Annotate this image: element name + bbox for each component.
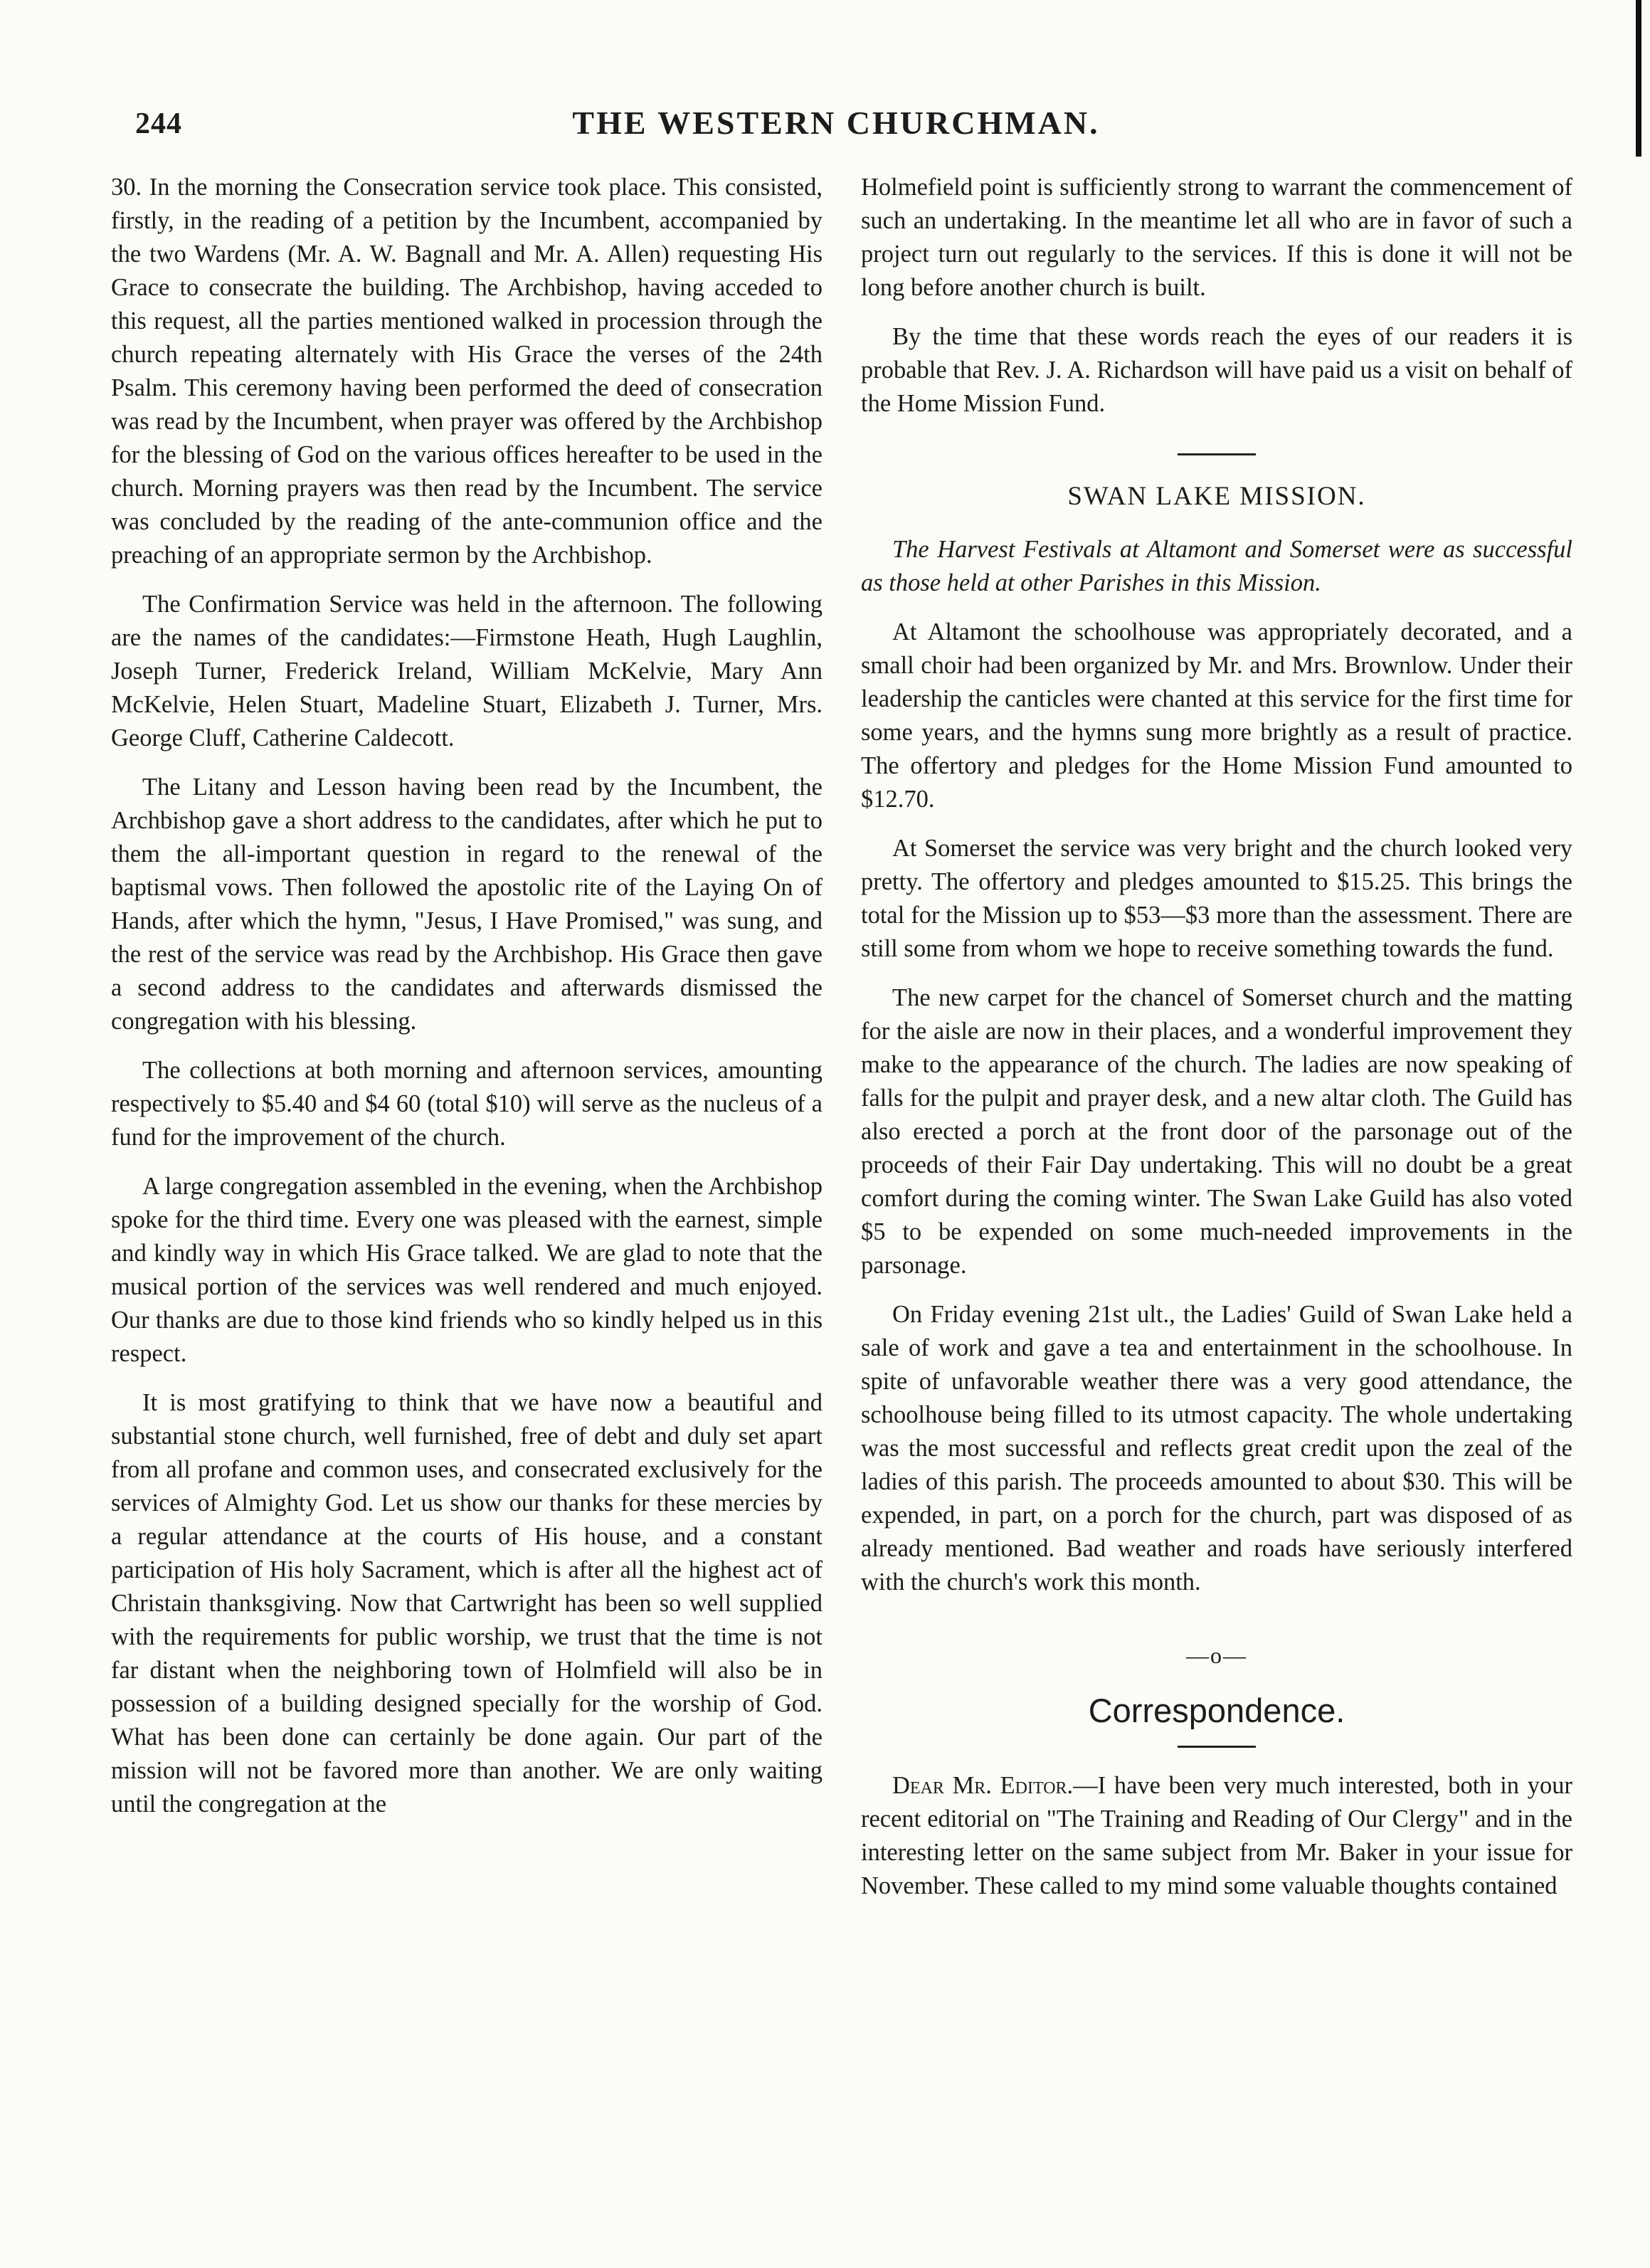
paragraph: At Altamont the schoolhouse was appropriately decorated, and a small choir had been organized by Mr. and Mrs. Brownlow. Under their leadership the canticles were chanted at this service for the first time for some years, and the hymns sung more brightly as a result of practice. The offertory and pledges for the Home Mission Fund amounted to $12.70. <box>861 618 1572 813</box>
correspondence-heading: Correspondence. <box>1088 1692 1345 1729</box>
paragraph: The Harvest Festivals at Altamont and Somerset were as successful as those held at other Parishes in this Mission. <box>861 536 1572 596</box>
paragraph: Holmefield point is sufficiently strong to warrant the commencement of such an undertaking. In the meantime let all who are in favor of such a project turn out regularly to the services. If this is done it will not be long before another church is built. <box>861 174 1572 301</box>
paragraph: On Friday evening 21st ult., the Ladies' Guild of Swan Lake held a sale of work and gave a tea and entertainment in the schoolhouse. In spite of unfavorable weather there was a very good attendance, the schoolhouse being filled to its utmost capacity. The whole undertaking was the most successful and reflects great credit upon the zeal of the ladies of this parish. The proceeds amounted to about $30. This will be expended, in part, on a porch for the church, part was disposed of as already mentioned. Bad weather and roads have seriously interfered with the church's work this month. <box>861 1301 1572 1595</box>
page-number: 244 <box>135 107 182 140</box>
page-header <box>135 77 1537 141</box>
running-title: THE WESTERN CHURCHMAN. <box>572 105 1100 141</box>
letter-paragraph <box>861 1769 1572 1903</box>
page-edge-mark <box>1636 0 1641 157</box>
right-column <box>861 171 1572 1919</box>
paragraph: By the time that these words reach the eyes of our readers it is probable that Rev. J. A. Richardson will have paid us a visit on behalf of the Home Mission Fund. <box>861 323 1572 417</box>
paragraph: A large congregation assembled in the evening, when the Archbishop spoke for the third time. Every one was pleased with the earnest, simple and kindly way in which His Grace talked. We are glad to note that the musical portion of the services was well rendered and much enjoyed. Our thanks are due to those kind friends who so kindly helped us in this respect. <box>111 1173 823 1367</box>
paragraph: The Confirmation Service was held in the afternoon. The following are the names of the candidates:—Firmstone Heath, Hugh Laughlin, Joseph Turner, Frederick Ireland, William McKelvie, Mary Ann McKelvie, Helen Stuart, Madeline Stuart, Elizabeth J. Turner, Mrs. George Cluff, Catherine Caldecott. <box>111 591 823 751</box>
paragraph: The new carpet for the chancel of Somerset church and the matting for the aisle are now in their places, and a wonderful improvement they make to the appearance of the church. The ladies are now speaking of falls for the pulpit and prayer desk, and a new altar cloth. The Guild has also erected a porch at the front door of the parsonage out of the proceeds of their Fair Day undertaking. This will no doubt be a great comfort during the coming winter. The Swan Lake Guild has also voted $5 to be expended on some much-needed improvements in the parsonage. <box>861 984 1572 1279</box>
section-divider <box>1178 1746 1256 1748</box>
letter-salutation: Dear Mr. Editor. <box>892 1772 1074 1799</box>
paragraph: 30. In the morning the Consecration service took place. This consisted, firstly, in the reading of a petition by the Incumbent, accompanied by the two Wardens (Mr. A. W. Bagnall and Mr. A. Allen) requesting His Grace to consecrate the building. The Archbishop, having acceded to this request, all the parties mentioned walked in procession through the church repeating alternately with His Grace the verses of the 24th Psalm. This ceremony having been performed the deed of consecration was read by the Incumbent, when prayer was offered by the Archbishop for the blessing of God on the various offices hereafter to be used in the church. Morning prayers was then read by the Incumbent. The service was concluded by the reading of the ante-communion office and the preaching of an appropriate sermon by the Archbishop. <box>111 174 823 569</box>
left-column <box>111 171 823 1837</box>
paragraph: The collections at both morning and afternoon services, amounting respectively to $5.40 and $4 60 (total $10) will serve as the nucleus of a fund for the improvement of the church. <box>111 1057 823 1151</box>
ornament-divider: —o— <box>1186 1642 1247 1668</box>
paragraph: At Somerset the service was very bright and the church looked very pretty. The offertory and pledges amounted to $15.25. This brings the total for the Mission up to $53—$3 more than the assessment. There are still some from whom we hope to receive something towards the fund. <box>861 835 1572 962</box>
paragraph: The Litany and Lesson having been read by the Incumbent, the Archbishop gave a short address to the candidates, after which he put to them the all-important question in regard to the renewal of the baptismal vows. Then followed the apostolic rite of the Laying On of Hands, after which the hymn, "Jesus, I Have Promised," was sung, and the rest of the service was read by the Archbishop. His Grace then gave a second address to the candidates and afterwards dismissed the congregation with his blessing. <box>111 774 823 1035</box>
section-heading: SWAN LAKE MISSION. <box>1067 482 1366 511</box>
paragraph: It is most gratifying to think that we have now a beautiful and substantial stone church, well furnished, free of debt and duly set apart from all profane and common uses, and consecrated exclusively for the services of Almighty God. Let us show our thanks for these mercies by a regular attendance at the courts of His house, and a constant participation of His holy Sacrament, which is after all the highest act of Christain thanksgiving. Now that Cartwright has been so well supplied with the requirements for public worship, we trust that the time is not far distant when the neighboring town of Holmfield will also be in possession of a building designed specially for the worship of God. What has been done can certainly be done again. Our part of the mission will not be favored more than another. We are only waiting until the congregation at the <box>111 1389 823 1818</box>
section-divider <box>1178 453 1256 455</box>
letter-text: —I have been very much interested, both in your recent editorial on "The Training and Reading of Our Clergy" and in the interesting letter on the same subject from Mr. Baker in your issue for November. These called to my mind some valuable thoughts contained <box>861 1772 1572 1899</box>
